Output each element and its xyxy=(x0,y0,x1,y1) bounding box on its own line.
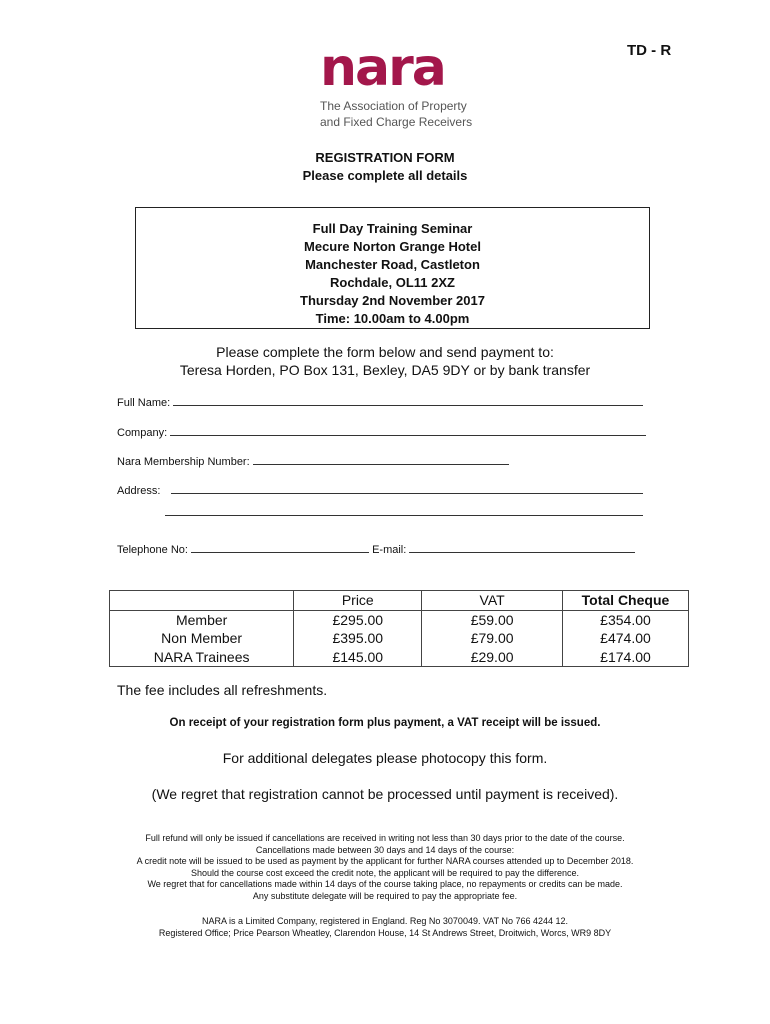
category-member: Member xyxy=(175,611,228,628)
email-field[interactable] xyxy=(409,542,635,553)
fee-table-header xyxy=(110,591,689,611)
price-member: £295.00 xyxy=(332,611,384,628)
fee-table xyxy=(109,590,689,667)
payment-instruction-1: Please complete the form below and send payment to: xyxy=(216,344,554,360)
vat-member: £59.00 xyxy=(470,611,514,628)
total-trainees: £174.00 xyxy=(600,648,651,665)
cancellation-terms xyxy=(0,833,770,902)
event-line: Rochdale, OL11 2XZ xyxy=(330,275,455,290)
email-label: E-mail: xyxy=(372,544,407,556)
address-field-1[interactable] xyxy=(171,483,643,494)
event-line: Time: 10.00am to 4.00pm xyxy=(315,311,470,326)
company-info xyxy=(0,916,770,939)
photocopy-note: For additional delegates please photocopy this form. xyxy=(222,750,548,766)
company-row xyxy=(117,425,646,439)
address-row xyxy=(117,483,643,497)
event-line: Full Day Training Seminar xyxy=(312,221,473,236)
refreshments-note: The fee includes all refreshments. xyxy=(117,682,328,698)
header-vat: VAT xyxy=(422,591,563,611)
full-name-label: Full Name: xyxy=(117,397,171,409)
company-registration: NARA is a Limited Company, registered in England. Reg No 3070049. VAT No 766 4244 12. xyxy=(201,916,569,926)
telephone-label: Telephone No: xyxy=(117,544,188,556)
form-code: TD - R xyxy=(627,42,672,59)
price-cell xyxy=(294,610,422,667)
form-subtitle: Please complete all details xyxy=(302,168,468,183)
event-details-box xyxy=(135,207,650,329)
telephone-field[interactable] xyxy=(191,542,369,553)
fee-table-rows xyxy=(110,610,689,667)
header-cell xyxy=(110,591,294,611)
full-name-row xyxy=(117,395,643,409)
terms-line: Any substitute delegate will be required to pay the appropriate fee. xyxy=(252,890,518,901)
logo-tagline-1: The Association of Property xyxy=(320,99,467,113)
membership-number-field[interactable] xyxy=(253,454,509,465)
category-trainees: NARA Trainees xyxy=(153,648,250,665)
header-total: Total Cheque xyxy=(562,591,688,611)
registered-office: Registered Office; Price Pearson Wheatley, Clarendon House, 14 St Andrews Street, Droitwich, Worcs, WR9 8DY xyxy=(158,927,612,938)
total-cell xyxy=(562,610,688,667)
full-name-field[interactable] xyxy=(173,395,643,406)
payment-required-note: (We regret that registration cannot be processed until payment is received). xyxy=(151,786,619,802)
terms-line: Should the course cost exceed the credit note, the applicant will be required to pay the difference. xyxy=(190,867,580,878)
total-non-member: £474.00 xyxy=(600,630,651,646)
form-title: REGISTRATION FORM xyxy=(315,150,455,165)
nara-logo xyxy=(320,38,520,130)
event-line: Manchester Road, Castleton xyxy=(305,257,480,272)
company-field[interactable] xyxy=(170,425,646,436)
terms-line: A credit note will be issued to be used as payment by the applicant for further NARA courses attended up to December 2018. xyxy=(136,856,634,866)
terms-line: Full refund will only be issued if cancellations are received in writing not less than 30 days prior to the date of the course. xyxy=(145,833,625,843)
vat-receipt-note: On receipt of your registration form plus payment, a VAT receipt will be issued. xyxy=(169,717,601,729)
price-trainees: £145.00 xyxy=(332,648,384,665)
category-cell xyxy=(110,610,294,667)
membership-label: Nara Membership Number: xyxy=(117,456,250,468)
event-line: Thursday 2nd November 2017 xyxy=(300,293,485,308)
company-label: Company: xyxy=(117,427,168,439)
address-field-2[interactable] xyxy=(165,515,643,516)
total-member: £354.00 xyxy=(600,611,651,628)
header-price: Price xyxy=(294,591,422,611)
vat-non-member: £79.00 xyxy=(470,630,514,646)
payment-instruction-2: Teresa Horden, PO Box 131, Bexley, DA5 9DY or by bank transfer xyxy=(179,362,591,378)
logo-wordmark: nara xyxy=(320,38,445,98)
contact-row xyxy=(117,542,635,556)
category-non-member: Non Member xyxy=(161,630,243,646)
logo-tagline-2: and Fixed Charge Receivers xyxy=(320,115,473,129)
terms-line: We regret that for cancellations made within 14 days of the course taking place, no repayments or credits can be made. xyxy=(147,879,623,889)
membership-row xyxy=(117,454,509,468)
address-label: Address: xyxy=(117,485,161,497)
vat-cell xyxy=(422,610,563,667)
price-non-member: £395.00 xyxy=(332,630,384,646)
terms-line: Cancellations made between 30 days and 14 days of the course: xyxy=(255,844,515,855)
event-line: Mecure Norton Grange Hotel xyxy=(304,239,481,254)
vat-trainees: £29.00 xyxy=(470,648,514,665)
